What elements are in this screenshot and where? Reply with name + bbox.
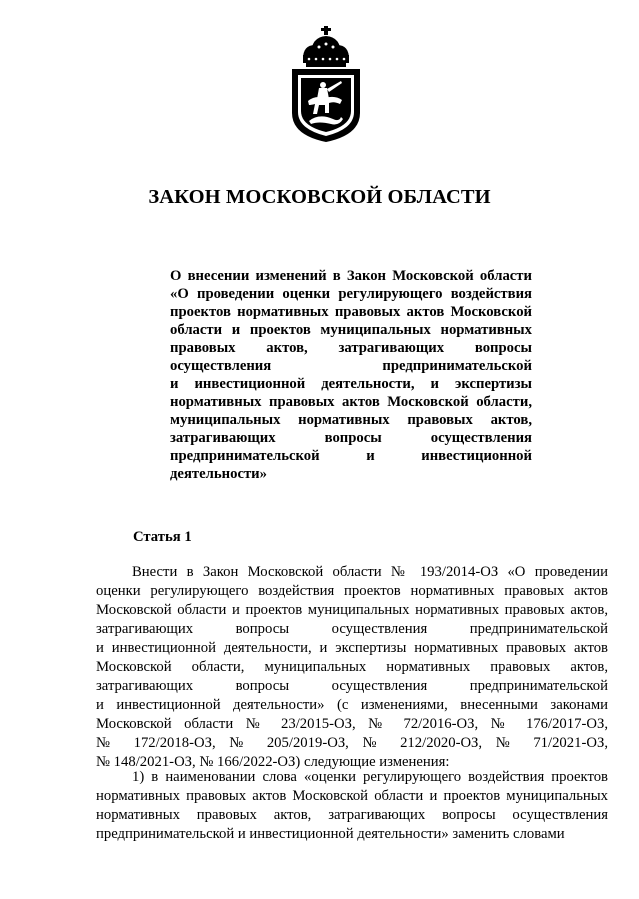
article-paragraph-2 bbox=[96, 768, 608, 844]
paragraph-line: Внести в Закон Московской области № 193/2014-ОЗ «О проведении bbox=[132, 564, 608, 580]
subject-line: правовых актов, затрагивающих вопросы bbox=[170, 340, 532, 356]
article-paragraph-1 bbox=[96, 563, 608, 772]
subject-line: проектов нормативных правовых актов Московской bbox=[170, 304, 532, 320]
subject-line: нормативных правовых актов Московской области, bbox=[170, 394, 532, 410]
paragraph-line: нормативных правовых актов Московской области и проектов муниципальных bbox=[96, 788, 608, 804]
moscow-oblast-coat-of-arms-icon bbox=[289, 25, 363, 143]
subject-line: затрагивающих вопросы осуществления bbox=[170, 430, 532, 446]
law-subject-block bbox=[170, 267, 532, 483]
subject-line: предпринимательской и инвестиционной bbox=[170, 448, 532, 464]
paragraph-line: и инвестиционной деятельности, и экспертизы нормативных правовых актов bbox=[96, 640, 608, 656]
paragraph-line: 1) в наименовании слова «оценки регулирующего воздействия проектов bbox=[132, 769, 608, 785]
subject-line: О внесении изменений в Закон Московской области bbox=[170, 268, 532, 284]
paragraph-line: Московской области № 23/2015-ОЗ, № 72/2016-ОЗ, № 176/2017-ОЗ, bbox=[96, 716, 608, 732]
paragraph-line: предпринимательской и инвестиционной деятельности» заменить словами bbox=[96, 826, 565, 842]
paragraph-line: оценки регулирующего воздействия проектов нормативных правовых актов bbox=[96, 583, 608, 599]
subject-line: области и проектов муниципальных нормативных bbox=[170, 322, 532, 338]
article-heading: Статья 1 bbox=[133, 529, 192, 545]
subject-line: муниципальных нормативных правовых актов, bbox=[170, 412, 532, 428]
law-title: ЗАКОН МОСКОВСКОЙ ОБЛАСТИ bbox=[148, 186, 491, 208]
paragraph-line: № 148/2021-ОЗ, № 166/2022-ОЗ) следующие изменения: bbox=[96, 754, 450, 770]
paragraph-line: нормативных правовых актов, затрагивающих вопросы осуществления bbox=[96, 807, 608, 823]
subject-line: «О проведении оценки регулирующего воздействия bbox=[170, 286, 532, 302]
paragraph-line: затрагивающих вопросы осуществления предпринимательской bbox=[96, 621, 608, 637]
paragraph-line: Московской области, муниципальных нормативных правовых актов, bbox=[96, 659, 608, 675]
paragraph-line: и инвестиционной деятельности» (с изменениями, внесенными законами bbox=[96, 697, 608, 713]
subject-line: и инвестиционной деятельности, и экспертизы bbox=[170, 376, 532, 392]
subject-line: деятельности» bbox=[170, 466, 267, 482]
subject-line: осуществления предпринимательской bbox=[170, 358, 532, 374]
paragraph-line: № 172/2018-ОЗ, № 205/2019-ОЗ, № 212/2020-ОЗ, № 71/2021-ОЗ, bbox=[96, 735, 608, 751]
paragraph-line: Московской области и проектов муниципальных нормативных правовых актов, bbox=[96, 602, 608, 618]
paragraph-line: затрагивающих вопросы осуществления предпринимательской bbox=[96, 678, 608, 694]
